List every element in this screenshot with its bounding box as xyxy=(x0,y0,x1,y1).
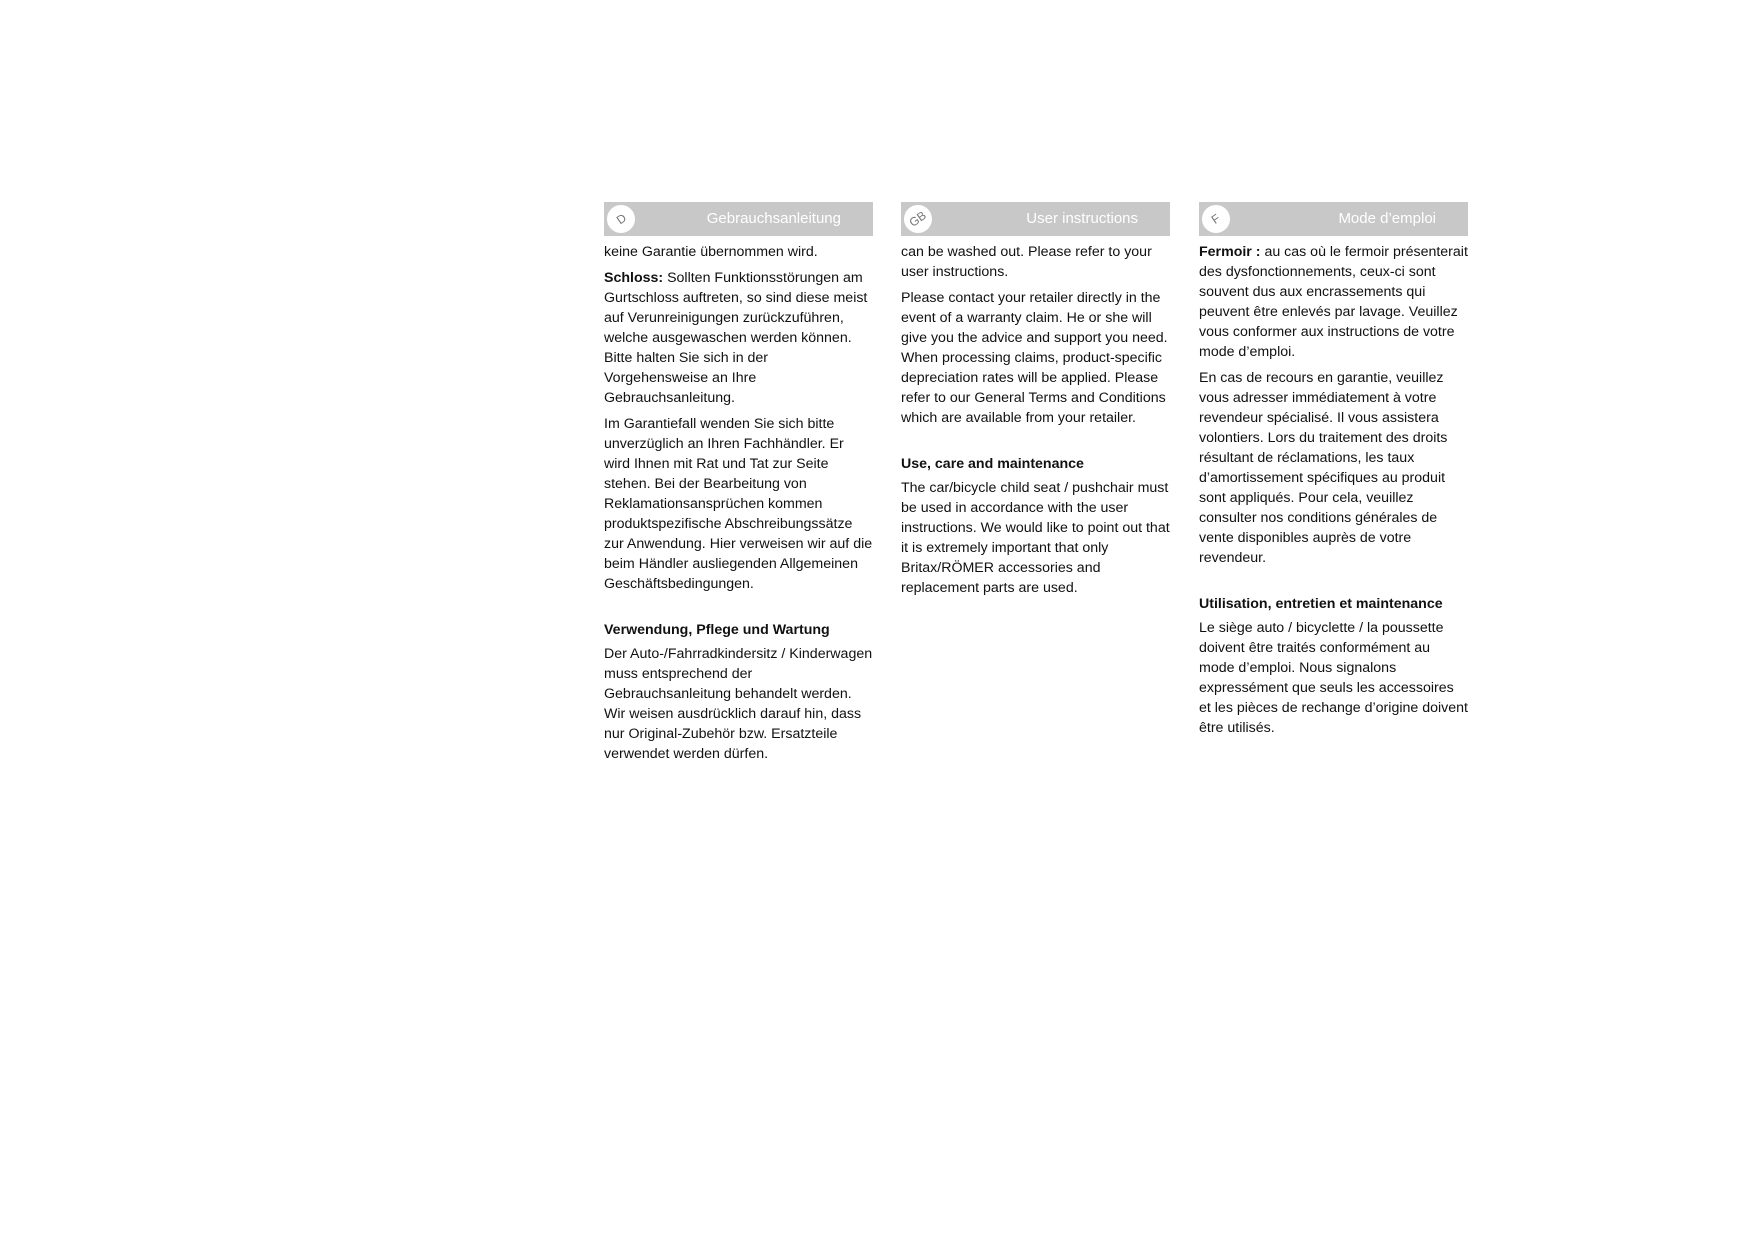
paragraph-text: au cas où le fermoir présenterait des dysfonctionnements, ceux-ci sont souvent dus aux encrassements qui peuvent être enlevés par lavage. Veuillez vous conformer aux instructions de votre mode d’emploi. xyxy=(1199,244,1468,360)
banner-title-german: Gebrauchsanleitung xyxy=(706,210,841,227)
paragraph xyxy=(1199,242,1468,362)
paragraph: Please contact your retailer directly in the event of a warranty claim. He or she will give you the advice and support you need. When processing claims, product-specific depreciation rates will be applied. Please refer to our General Terms and Conditions which are available from your retailer. xyxy=(901,290,1168,426)
language-code-de: D xyxy=(613,210,629,228)
paragraph: Der Auto-/Fahrradkindersitz / Kinderwagen muss entsprechend der Gebrauchsanleitung behandelt werden. Wir weisen ausdrücklich darauf hin, dass nur Original-Zubehör bzw. Ersatzteile verwendet werden dürfen. xyxy=(604,646,873,762)
column-french xyxy=(1199,202,1468,744)
language-code-f: F xyxy=(1208,211,1224,227)
paragraph: The car/bicycle child seat / pushchair must be used in accordance with the user instructions. We would like to point out that it is extremely important that only Britax/RÖMER accessories and replacement parts are used. xyxy=(901,480,1170,596)
body-text-french xyxy=(1199,242,1468,738)
paragraph xyxy=(604,268,873,408)
banner-title-french: Mode d’emploi xyxy=(1338,210,1436,227)
section-banner-french xyxy=(1199,202,1468,236)
language-badge-f xyxy=(1199,202,1233,236)
paragraph: Im Garantiefall wenden Sie sich bitte unverzüglich an Ihren Fachhändler. Er wird Ihnen mit Rat und Tat zur Seite stehen. Bei der Bearbeitung von Reklamationsansprüchen kommen produktspezifische Abschreibungssätze zur Anwendung. Hier verweisen wir auf die beim Händler ausliegenden Allgemeinen Geschäftsbedingungen. xyxy=(604,416,873,592)
paragraph: keine Garantie übernommen wird. xyxy=(604,244,818,260)
language-badge-de xyxy=(604,202,638,236)
column-german xyxy=(604,202,873,770)
language-code-gb: GB xyxy=(906,208,930,230)
body-text-german xyxy=(604,242,873,764)
language-badge-gb xyxy=(901,202,935,236)
column-english xyxy=(901,202,1170,604)
body-text-english xyxy=(901,242,1170,598)
paragraph: can be washed out. Please refer to your user instructions. xyxy=(901,244,1152,280)
section-heading: Utilisation, entretien et maintenance xyxy=(1199,596,1443,612)
section-banner-german xyxy=(604,202,873,236)
section-heading: Use, care and maintenance xyxy=(901,456,1084,472)
paragraph: En cas de recours en garantie, veuillez vous adresser immédiatement à votre revendeur spécialisé. Il vous assistera volontiers. Lors du traitement des droits résultant de réclamations, les taux d’amortissement spécifiques au produit sont appliqués. Pour cela, veuillez consulter nos conditions générales de vente disponibles auprès de votre revendeur. xyxy=(1199,370,1448,566)
paragraph: Le siège auto / bicyclette / la poussette doivent être traités conformément au mode d’emploi. Nous signalons expressément que seuls les accessoires et les pièces de rechange d’origine doivent être utilisés. xyxy=(1199,620,1468,736)
paragraph-label: Fermoir : xyxy=(1199,244,1261,260)
paragraph-text: Sollten Funktionsstörungen am Gurtschloss auftreten, so sind diese meist auf Verunreinigungen zurückzuführen, welche ausgewaschen werden können. Bitte halten Sie sich in der Vorgehensweise an Ihre Gebrauchsanleitung. xyxy=(604,270,868,406)
paragraph-label: Schloss: xyxy=(604,270,664,286)
section-banner-english xyxy=(901,202,1170,236)
banner-title-english: User instructions xyxy=(1026,210,1138,227)
section-heading: Verwendung, Pflege und Wartung xyxy=(604,622,830,638)
